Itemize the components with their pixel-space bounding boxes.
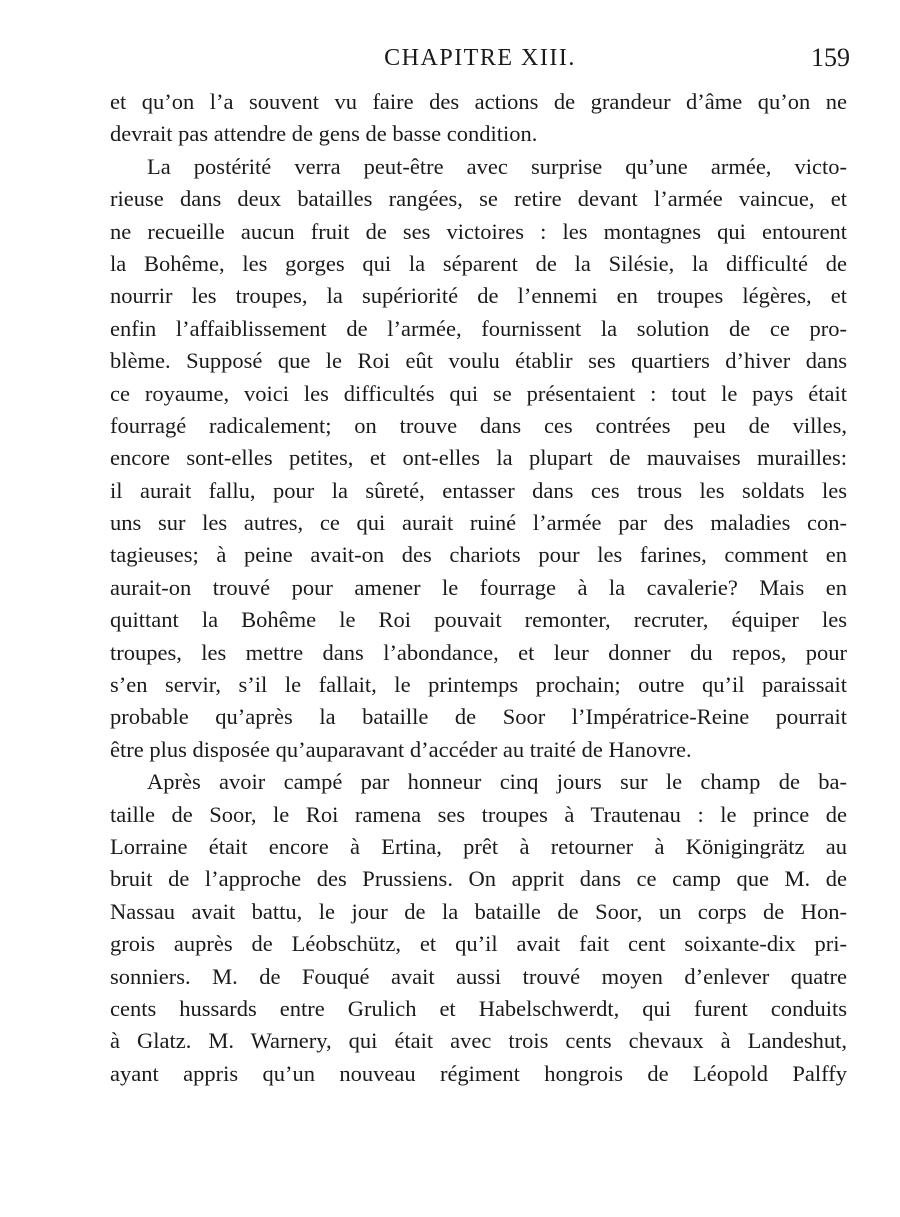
text-line: tagieuses; à peine avait-on des chariots pour les farines, comment en <box>110 542 847 568</box>
text-line: grois auprès de Léobschütz, et qu’il avait fait cent soixante-dix pri- <box>110 931 847 957</box>
text-line: sonniers. M. de Fouqué avait aussi trouvé moyen d’enlever quatre <box>110 963 847 989</box>
running-head <box>110 38 850 78</box>
page-number: 159 <box>811 43 850 72</box>
text-line: Lorraine était encore à Ertina, prêt à retourner à Königingrätz au <box>110 833 847 859</box>
body-text <box>110 86 847 1090</box>
text-line: probable qu’après la bataille de Soor l’Impératrice-Reine pourrait <box>110 704 847 730</box>
text-line: à Glatz. M. Warnery, qui était avec trois cents chevaux à Landeshut, <box>110 1028 847 1054</box>
text-line: Nassau avait battu, le jour de la bataille de Soor, un corps de Hon- <box>110 898 847 924</box>
text-line: quittant la Bohême le Roi pouvait remonter, recruter, équiper les <box>110 607 847 633</box>
text-line: cents hussards entre Grulich et Habelschwerdt, qui furent conduits <box>110 995 847 1021</box>
text-line: rieuse dans deux batailles rangées, se retire devant l’armée vaincue, et <box>110 186 847 212</box>
text-line: la Bohême, les gorges qui la séparent de la Silésie, la difficulté de <box>110 250 847 276</box>
text-line: s’en servir, s’il le fallait, le printemps prochain; outre qu’il paraissait <box>110 672 847 698</box>
text-line: il aurait fallu, pour la sûreté, entasser dans ces trous les soldats les <box>110 477 847 503</box>
text-line: La postérité verra peut-être avec surprise qu’une armée, victo- <box>147 153 847 179</box>
chapter-title: CHAPITRE XIII. <box>384 45 576 71</box>
text-line: encore sont-elles petites, et ont-elles la plupart de mauvaises murailles: <box>110 445 847 471</box>
text-line: taille de Soor, le Roi ramena ses troupes à Trautenau : le prince de <box>110 801 847 827</box>
text-line: fourragé radicalement; on trouve dans ces contrées peu de villes, <box>110 412 847 438</box>
text-line: aurait-on trouvé pour amener le fourrage à la cavalerie? Mais en <box>110 574 847 600</box>
text-line: blème. Supposé que le Roi eût voulu établir ses quartiers d’hiver dans <box>110 348 847 374</box>
text-line: être plus disposée qu’auparavant d’accéder au traité de Hanovre. <box>110 736 692 762</box>
text-line: ayant appris qu’un nouveau régiment hongrois de Léopold Palffy <box>110 1060 847 1086</box>
text-line: uns sur les autres, ce qui aurait ruiné l’armée par des maladies con- <box>110 510 847 536</box>
text-line: enfin l’affaiblissement de l’armée, fournissent la solution de ce pro- <box>110 315 847 341</box>
text-line: devrait pas attendre de gens de basse condition. <box>110 121 538 147</box>
text-line: troupes, les mettre dans l’abondance, et leur donner du repos, pour <box>110 639 847 665</box>
text-line: et qu’on l’a souvent vu faire des actions de grandeur d’âme qu’on ne <box>110 89 847 114</box>
text-line: bruit de l’approche des Prussiens. On apprit dans ce camp que M. de <box>110 866 847 892</box>
text-line: ne recueille aucun fruit de ses victoires : les montagnes qui entourent <box>110 218 847 244</box>
text-line: ce royaume, voici les difficultés qui se présentaient : tout le pays était <box>110 380 847 406</box>
text-line: nourrir les troupes, la supériorité de l’ennemi en troupes légères, et <box>110 283 847 309</box>
text-line: Après avoir campé par honneur cinq jours sur le champ de ba- <box>147 769 847 795</box>
